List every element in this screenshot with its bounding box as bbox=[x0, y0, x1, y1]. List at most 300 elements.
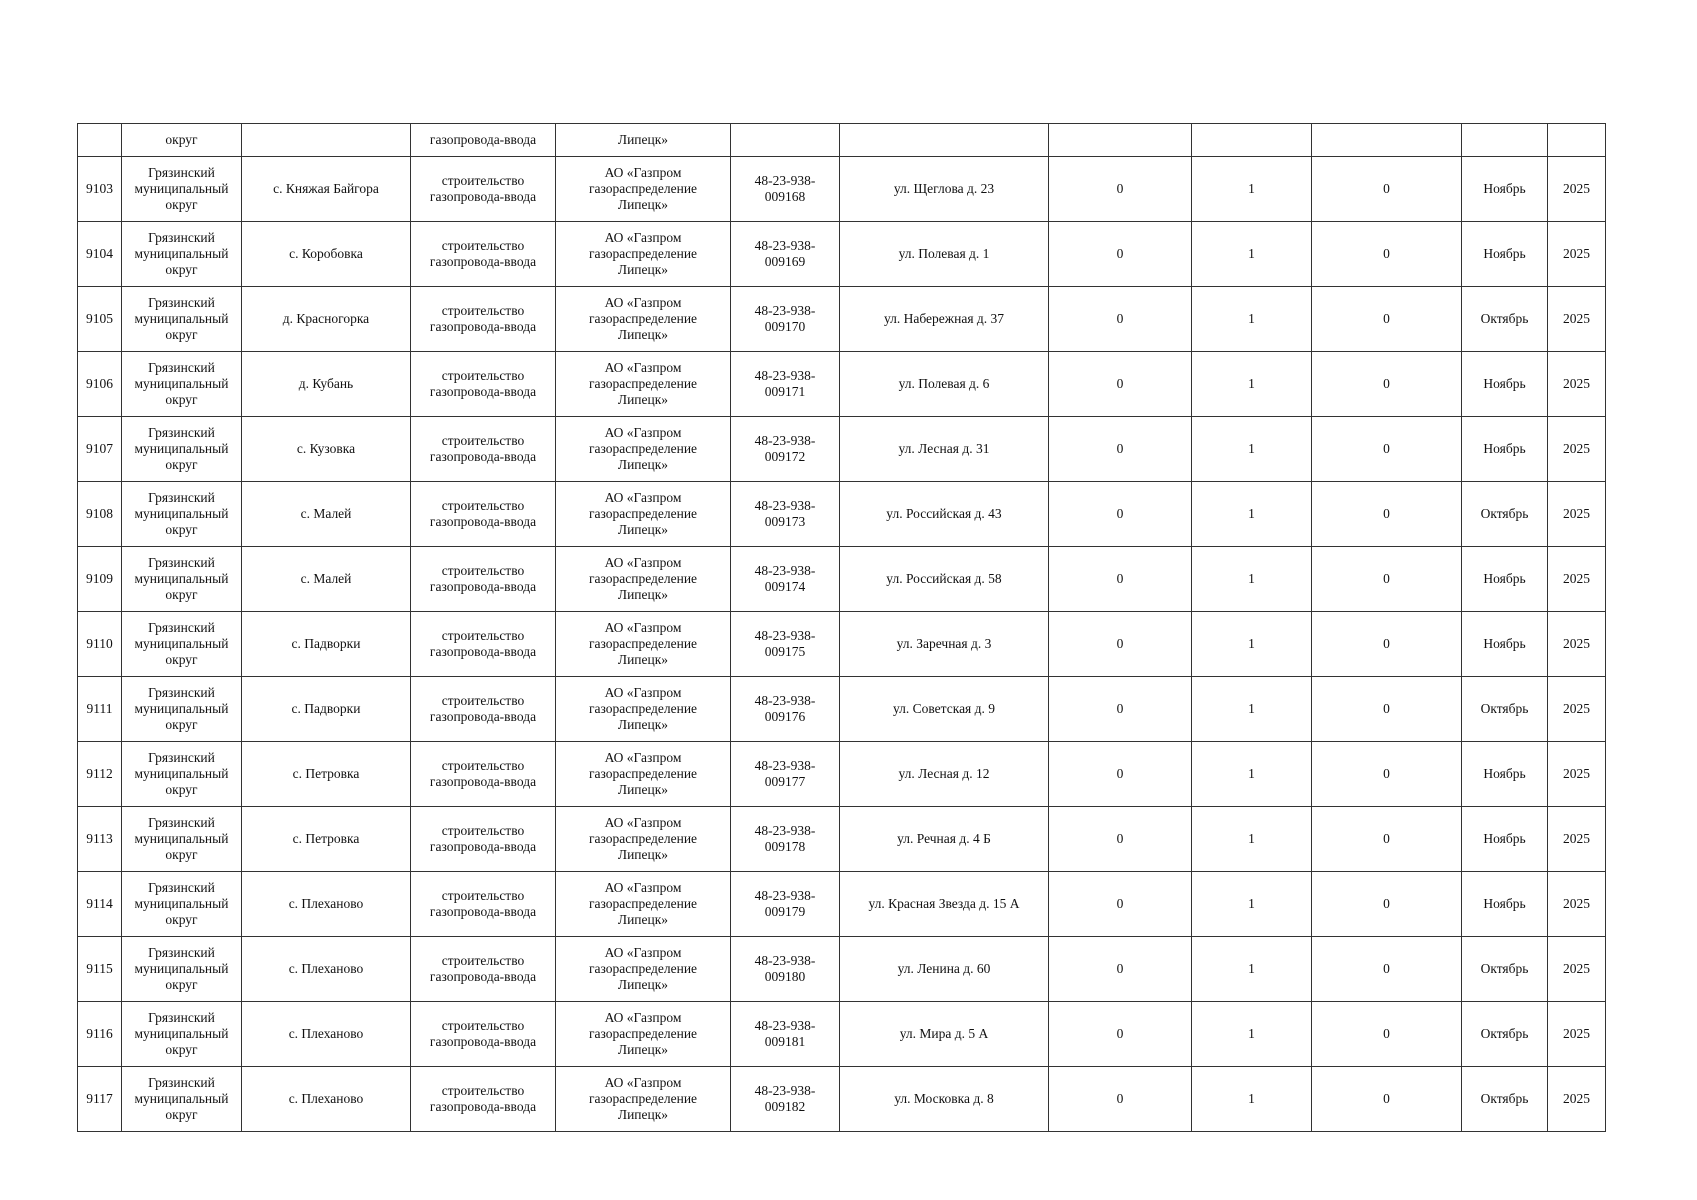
cell-work-line: газопровода-ввода bbox=[429, 579, 537, 594]
cell-code-line: 48-23-938- bbox=[754, 953, 816, 968]
cell-code-line: 009168 bbox=[764, 189, 806, 204]
cell-district-line: Грязинский bbox=[148, 880, 215, 895]
cell-district bbox=[122, 807, 242, 872]
cell-address: ул. Заречная д. 3 bbox=[840, 612, 1049, 677]
cell-work-line: газопровода-ввода bbox=[429, 1099, 537, 1114]
cell-organization-line: АО «Газпром bbox=[604, 945, 682, 960]
cell-settlement: с. Падворки bbox=[242, 677, 411, 742]
cell-v1: 0 bbox=[1049, 872, 1192, 937]
cell-district-line: Грязинский bbox=[148, 165, 215, 180]
cell-v3: 0 bbox=[1312, 222, 1462, 287]
cell-num: 9105 bbox=[78, 287, 122, 352]
cell-organization-line: газораспределение bbox=[588, 376, 698, 391]
cell-v1: 0 bbox=[1049, 1067, 1192, 1132]
table-row bbox=[78, 417, 1606, 482]
cell-month: Ноябрь bbox=[1462, 807, 1548, 872]
cell-district-line: Грязинский bbox=[148, 1075, 215, 1090]
cell-v3: 0 bbox=[1312, 677, 1462, 742]
cell-district-line: муниципальный bbox=[134, 1026, 229, 1041]
cell-district-line: округ bbox=[165, 522, 198, 537]
cell-work-line: газопровода-ввода bbox=[429, 319, 537, 334]
table-row bbox=[78, 287, 1606, 352]
cell-num: 9116 bbox=[78, 1002, 122, 1067]
cell-organization-line: Липецк» bbox=[617, 652, 669, 667]
table-row bbox=[78, 547, 1606, 612]
cell-district-line: округ bbox=[165, 717, 198, 732]
table-row bbox=[78, 1002, 1606, 1067]
cell-district-line: муниципальный bbox=[134, 701, 229, 716]
cell-v2: 1 bbox=[1192, 677, 1312, 742]
cell-organization-line: АО «Газпром bbox=[604, 360, 682, 375]
cell-district bbox=[122, 937, 242, 1002]
cell-month: Ноябрь bbox=[1462, 417, 1548, 482]
cell-organization bbox=[556, 1067, 731, 1132]
cell-district-line: Грязинский bbox=[148, 945, 215, 960]
cell-code bbox=[731, 124, 840, 157]
cell-settlement: с. Плеханово bbox=[242, 1067, 411, 1132]
cell-district-line: округ bbox=[165, 782, 198, 797]
cell-address: ул. Московка д. 8 bbox=[840, 1067, 1049, 1132]
cell-organization-line: Липецк» bbox=[617, 197, 669, 212]
cell-district bbox=[122, 287, 242, 352]
cell-organization-line: газораспределение bbox=[588, 1026, 698, 1041]
cell-num: 9103 bbox=[78, 157, 122, 222]
cell-district-line: муниципальный bbox=[134, 441, 229, 456]
cell-v3: 0 bbox=[1312, 1067, 1462, 1132]
cell-code bbox=[731, 807, 840, 872]
cell-address: ул. Красная Звезда д. 15 А bbox=[840, 872, 1049, 937]
cell-address: ул. Российская д. 43 bbox=[840, 482, 1049, 547]
cell-num: 9114 bbox=[78, 872, 122, 937]
cell-organization bbox=[556, 1002, 731, 1067]
cell-settlement: с. Плеханово bbox=[242, 872, 411, 937]
cell-code-line: 009169 bbox=[764, 254, 806, 269]
cell-district-line: округ bbox=[165, 1107, 198, 1122]
cell-district-line: муниципальный bbox=[134, 766, 229, 781]
cell-code bbox=[731, 157, 840, 222]
cell-district-line: муниципальный bbox=[134, 506, 229, 521]
cell-work bbox=[411, 417, 556, 482]
cell-num: 9113 bbox=[78, 807, 122, 872]
table-row bbox=[78, 742, 1606, 807]
cell-settlement: д. Красногорка bbox=[242, 287, 411, 352]
cell-work-line: газопровода-ввода bbox=[429, 644, 537, 659]
cell-year: 2025 bbox=[1548, 547, 1606, 612]
cell-work-line: газопровода-ввода bbox=[429, 189, 537, 204]
cell-month: Октябрь bbox=[1462, 937, 1548, 1002]
cell-year: 2025 bbox=[1548, 157, 1606, 222]
cell-district-line: округ bbox=[165, 457, 198, 472]
cell-v3: 0 bbox=[1312, 287, 1462, 352]
cell-address: ул. Лесная д. 31 bbox=[840, 417, 1049, 482]
cell-code bbox=[731, 612, 840, 677]
cell-address: ул. Лесная д. 12 bbox=[840, 742, 1049, 807]
cell-district-line: округ bbox=[165, 587, 198, 602]
cell-code-line: 009175 bbox=[764, 644, 806, 659]
cell-code bbox=[731, 287, 840, 352]
cell-code-line: 48-23-938- bbox=[754, 823, 816, 838]
cell-code-line: 009181 bbox=[764, 1034, 806, 1049]
cell-organization-line: газораспределение bbox=[588, 766, 698, 781]
cell-address: ул. Советская д. 9 bbox=[840, 677, 1049, 742]
cell-organization bbox=[556, 417, 731, 482]
cell-district-line: муниципальный bbox=[134, 831, 229, 846]
cell-district-line: Грязинский bbox=[148, 230, 215, 245]
cell-district-line: муниципальный bbox=[134, 571, 229, 586]
cell-district-line: муниципальный bbox=[134, 636, 229, 651]
cell-work-line: строительство bbox=[441, 628, 525, 643]
table-row bbox=[78, 612, 1606, 677]
cell-settlement: с. Малей bbox=[242, 547, 411, 612]
gasification-register-table bbox=[77, 123, 1606, 1132]
cell-organization bbox=[556, 937, 731, 1002]
cell-address: ул. Российская д. 58 bbox=[840, 547, 1049, 612]
cell-num: 9108 bbox=[78, 482, 122, 547]
cell-address: ул. Полевая д. 6 bbox=[840, 352, 1049, 417]
cell-code bbox=[731, 937, 840, 1002]
cell-organization-line: АО «Газпром bbox=[604, 230, 682, 245]
cell-organization-line: газораспределение bbox=[588, 701, 698, 716]
cell-month: Октябрь bbox=[1462, 482, 1548, 547]
cell-settlement: с. Падворки bbox=[242, 612, 411, 677]
cell-settlement: с. Плеханово bbox=[242, 937, 411, 1002]
cell-organization bbox=[556, 872, 731, 937]
cell-month: Ноябрь bbox=[1462, 222, 1548, 287]
cell-code-line: 48-23-938- bbox=[754, 758, 816, 773]
cell-v2: 1 bbox=[1192, 807, 1312, 872]
cell-code-line: 48-23-938- bbox=[754, 628, 816, 643]
cell-organization bbox=[556, 222, 731, 287]
cell-district-line: округ bbox=[165, 1042, 198, 1057]
cell-num: 9112 bbox=[78, 742, 122, 807]
cell-district-line: Грязинский bbox=[148, 490, 215, 505]
cell-v1: 0 bbox=[1049, 547, 1192, 612]
cell-organization-line: Липецк» bbox=[617, 587, 669, 602]
cell-district-line: муниципальный bbox=[134, 961, 229, 976]
cell-organization bbox=[556, 287, 731, 352]
cell-code-line: 009172 bbox=[764, 449, 806, 464]
cell-year bbox=[1548, 124, 1606, 157]
cell-district bbox=[122, 1002, 242, 1067]
cell-address: ул. Ленина д. 60 bbox=[840, 937, 1049, 1002]
cell-v2: 1 bbox=[1192, 1002, 1312, 1067]
cell-district bbox=[122, 157, 242, 222]
cell-organization-line: Липецк» bbox=[617, 912, 669, 927]
table-row bbox=[78, 157, 1606, 222]
cell-settlement: с. Княжая Байгора bbox=[242, 157, 411, 222]
cell-month: Ноябрь bbox=[1462, 872, 1548, 937]
cell-district bbox=[122, 547, 242, 612]
cell-year: 2025 bbox=[1548, 417, 1606, 482]
cell-code-line: 48-23-938- bbox=[754, 238, 816, 253]
cell-district-line: округ bbox=[165, 392, 198, 407]
cell-organization-line: газораспределение bbox=[588, 961, 698, 976]
cell-code bbox=[731, 1002, 840, 1067]
cell-year: 2025 bbox=[1548, 937, 1606, 1002]
cell-organization-line: газораспределение bbox=[588, 506, 698, 521]
cell-district bbox=[122, 1067, 242, 1132]
cell-work-line: строительство bbox=[441, 368, 525, 383]
cell-work-line: газопровода-ввода bbox=[429, 904, 537, 919]
cell-district-line: Грязинский bbox=[148, 360, 215, 375]
cell-v3: 0 bbox=[1312, 547, 1462, 612]
cell-work: газопровода-ввода bbox=[411, 124, 556, 157]
cell-code-line: 009182 bbox=[764, 1099, 806, 1114]
cell-v2: 1 bbox=[1192, 482, 1312, 547]
cell-organization-line: АО «Газпром bbox=[604, 750, 682, 765]
cell-code bbox=[731, 417, 840, 482]
cell-organization bbox=[556, 807, 731, 872]
cell-work bbox=[411, 937, 556, 1002]
cell-work-line: газопровода-ввода bbox=[429, 384, 537, 399]
cell-address: ул. Щеглова д. 23 bbox=[840, 157, 1049, 222]
cell-v3: 0 bbox=[1312, 417, 1462, 482]
cell-code-line: 48-23-938- bbox=[754, 563, 816, 578]
cell-settlement: с. Петровка bbox=[242, 742, 411, 807]
cell-organization-line: АО «Газпром bbox=[604, 685, 682, 700]
cell-v2: 1 bbox=[1192, 872, 1312, 937]
cell-v3: 0 bbox=[1312, 742, 1462, 807]
cell-organization-line: газораспределение bbox=[588, 246, 698, 261]
cell-year: 2025 bbox=[1548, 677, 1606, 742]
cell-organization bbox=[556, 157, 731, 222]
cell-district bbox=[122, 742, 242, 807]
cell-district-line: Грязинский bbox=[148, 750, 215, 765]
cell-organization-line: АО «Газпром bbox=[604, 425, 682, 440]
cell-settlement: с. Плеханово bbox=[242, 1002, 411, 1067]
cell-v3: 0 bbox=[1312, 872, 1462, 937]
cell-code-line: 009173 bbox=[764, 514, 806, 529]
cell-district-line: округ bbox=[165, 847, 198, 862]
cell-organization-line: АО «Газпром bbox=[604, 815, 682, 830]
cell-code-line: 48-23-938- bbox=[754, 693, 816, 708]
cell-work bbox=[411, 352, 556, 417]
cell-code-line: 009171 bbox=[764, 384, 806, 399]
cell-district bbox=[122, 352, 242, 417]
cell-organization-line: АО «Газпром bbox=[604, 880, 682, 895]
cell-organization bbox=[556, 352, 731, 417]
cell-organization-line: Липецк» bbox=[617, 262, 669, 277]
cell-organization-line: АО «Газпром bbox=[604, 1075, 682, 1090]
cell-organization-line: газораспределение bbox=[588, 571, 698, 586]
cell-work-line: газопровода-ввода bbox=[429, 709, 537, 724]
cell-address: ул. Мира д. 5 А bbox=[840, 1002, 1049, 1067]
cell-code-line: 009180 bbox=[764, 969, 806, 984]
cell-v1: 0 bbox=[1049, 157, 1192, 222]
cell-code-line: 48-23-938- bbox=[754, 498, 816, 513]
cell-v2 bbox=[1192, 124, 1312, 157]
cell-work bbox=[411, 1067, 556, 1132]
cell-district-line: Грязинский bbox=[148, 555, 215, 570]
cell-code-line: 48-23-938- bbox=[754, 1018, 816, 1033]
cell-v2: 1 bbox=[1192, 547, 1312, 612]
cell-code-line: 009177 bbox=[764, 774, 806, 789]
cell-num: 9106 bbox=[78, 352, 122, 417]
cell-num bbox=[78, 124, 122, 157]
cell-year: 2025 bbox=[1548, 482, 1606, 547]
cell-v1: 0 bbox=[1049, 677, 1192, 742]
cell-organization-line: Липецк» bbox=[617, 977, 669, 992]
cell-organization-line: газораспределение bbox=[588, 311, 698, 326]
cell-v1: 0 bbox=[1049, 482, 1192, 547]
cell-month: Ноябрь bbox=[1462, 157, 1548, 222]
cell-organization-line: Липецк» bbox=[617, 457, 669, 472]
cell-code-line: 48-23-938- bbox=[754, 888, 816, 903]
cell-organization-line: Липецк» bbox=[617, 847, 669, 862]
cell-district bbox=[122, 612, 242, 677]
cell-year: 2025 bbox=[1548, 352, 1606, 417]
cell-district-line: муниципальный bbox=[134, 1091, 229, 1106]
cell-v1: 0 bbox=[1049, 742, 1192, 807]
cell-district-line: Грязинский bbox=[148, 1010, 215, 1025]
continuation-row bbox=[78, 124, 1606, 157]
cell-organization-line: АО «Газпром bbox=[604, 295, 682, 310]
cell-v2: 1 bbox=[1192, 937, 1312, 1002]
cell-code-line: 48-23-938- bbox=[754, 1083, 816, 1098]
cell-district-line: округ bbox=[165, 197, 198, 212]
cell-work bbox=[411, 1002, 556, 1067]
cell-work-line: газопровода-ввода bbox=[429, 449, 537, 464]
cell-v3 bbox=[1312, 124, 1462, 157]
cell-district-line: муниципальный bbox=[134, 181, 229, 196]
cell-v1: 0 bbox=[1049, 222, 1192, 287]
cell-v3: 0 bbox=[1312, 157, 1462, 222]
cell-work bbox=[411, 482, 556, 547]
cell-code-line: 48-23-938- bbox=[754, 173, 816, 188]
table-body bbox=[78, 124, 1606, 1132]
cell-year: 2025 bbox=[1548, 742, 1606, 807]
cell-code-line: 48-23-938- bbox=[754, 433, 816, 448]
cell-work bbox=[411, 287, 556, 352]
cell-code bbox=[731, 547, 840, 612]
cell-num: 9109 bbox=[78, 547, 122, 612]
cell-district-line: Грязинский bbox=[148, 295, 215, 310]
cell-num: 9104 bbox=[78, 222, 122, 287]
cell-district-line: округ bbox=[165, 262, 198, 277]
cell-code bbox=[731, 1067, 840, 1132]
cell-v1 bbox=[1049, 124, 1192, 157]
cell-address bbox=[840, 124, 1049, 157]
cell-code bbox=[731, 482, 840, 547]
cell-settlement: с. Коробовка bbox=[242, 222, 411, 287]
cell-organization-line: Липецк» bbox=[617, 717, 669, 732]
cell-organization-line: АО «Газпром bbox=[604, 165, 682, 180]
cell-organization-line: Липецк» bbox=[617, 522, 669, 537]
cell-month: Октябрь bbox=[1462, 677, 1548, 742]
table-row bbox=[78, 807, 1606, 872]
cell-district bbox=[122, 872, 242, 937]
cell-v3: 0 bbox=[1312, 612, 1462, 677]
cell-district-line: муниципальный bbox=[134, 376, 229, 391]
cell-v3: 0 bbox=[1312, 482, 1462, 547]
cell-v2: 1 bbox=[1192, 612, 1312, 677]
table-row bbox=[78, 222, 1606, 287]
cell-work-line: строительство bbox=[441, 173, 525, 188]
cell-month: Ноябрь bbox=[1462, 352, 1548, 417]
cell-settlement bbox=[242, 124, 411, 157]
cell-work-line: газопровода-ввода bbox=[429, 774, 537, 789]
cell-district bbox=[122, 417, 242, 482]
cell-district-line: муниципальный bbox=[134, 896, 229, 911]
cell-code-line: 009179 bbox=[764, 904, 806, 919]
cell-year: 2025 bbox=[1548, 807, 1606, 872]
cell-v1: 0 bbox=[1049, 352, 1192, 417]
cell-district bbox=[122, 222, 242, 287]
cell-v2: 1 bbox=[1192, 742, 1312, 807]
cell-v2: 1 bbox=[1192, 157, 1312, 222]
cell-work-line: газопровода-ввода bbox=[429, 969, 537, 984]
cell-work-line: газопровода-ввода bbox=[429, 254, 537, 269]
cell-v1: 0 bbox=[1049, 807, 1192, 872]
cell-settlement: с. Кузовка bbox=[242, 417, 411, 482]
cell-organization-line: АО «Газпром bbox=[604, 555, 682, 570]
cell-code bbox=[731, 352, 840, 417]
table-row bbox=[78, 677, 1606, 742]
cell-organization-line: газораспределение bbox=[588, 831, 698, 846]
cell-work bbox=[411, 677, 556, 742]
cell-num: 9117 bbox=[78, 1067, 122, 1132]
cell-v1: 0 bbox=[1049, 937, 1192, 1002]
cell-organization bbox=[556, 547, 731, 612]
cell-work-line: строительство bbox=[441, 303, 525, 318]
table-row bbox=[78, 872, 1606, 937]
cell-district-line: Грязинский bbox=[148, 815, 215, 830]
cell-v2: 1 bbox=[1192, 1067, 1312, 1132]
cell-organization-line: газораспределение bbox=[588, 896, 698, 911]
cell-district-line: округ bbox=[165, 977, 198, 992]
cell-month: Октябрь bbox=[1462, 1002, 1548, 1067]
cell-month: Ноябрь bbox=[1462, 742, 1548, 807]
cell-organization-line: газораспределение bbox=[588, 441, 698, 456]
cell-month bbox=[1462, 124, 1548, 157]
cell-code-line: 009178 bbox=[764, 839, 806, 854]
cell-district-line: Грязинский bbox=[148, 685, 215, 700]
cell-code bbox=[731, 872, 840, 937]
table-row bbox=[78, 1067, 1606, 1132]
cell-v1: 0 bbox=[1049, 287, 1192, 352]
cell-organization-line: газораспределение bbox=[588, 181, 698, 196]
cell-organization-line: Липецк» bbox=[617, 782, 669, 797]
cell-work bbox=[411, 807, 556, 872]
cell-work-line: строительство bbox=[441, 758, 525, 773]
cell-organization-line: АО «Газпром bbox=[604, 1010, 682, 1025]
cell-v1: 0 bbox=[1049, 417, 1192, 482]
cell-work bbox=[411, 742, 556, 807]
cell-district-line: округ bbox=[165, 912, 198, 927]
cell-address: ул. Полевая д. 1 bbox=[840, 222, 1049, 287]
cell-num: 9107 bbox=[78, 417, 122, 482]
cell-year: 2025 bbox=[1548, 1002, 1606, 1067]
cell-work-line: строительство bbox=[441, 888, 525, 903]
cell-work-line: строительство bbox=[441, 1018, 525, 1033]
cell-organization-line: Липецк» bbox=[617, 1107, 669, 1122]
cell-organization-line: Липецк» bbox=[617, 392, 669, 407]
cell-month: Октябрь bbox=[1462, 287, 1548, 352]
cell-work bbox=[411, 872, 556, 937]
cell-organization bbox=[556, 677, 731, 742]
cell-month: Октябрь bbox=[1462, 1067, 1548, 1132]
cell-v2: 1 bbox=[1192, 417, 1312, 482]
cell-organization bbox=[556, 742, 731, 807]
cell-district-line: Грязинский bbox=[148, 620, 215, 635]
cell-v2: 1 bbox=[1192, 222, 1312, 287]
cell-organization-line: Липецк» bbox=[617, 327, 669, 342]
cell-organization bbox=[556, 612, 731, 677]
cell-organization-line: АО «Газпром bbox=[604, 620, 682, 635]
cell-year: 2025 bbox=[1548, 287, 1606, 352]
cell-organization bbox=[556, 482, 731, 547]
cell-v3: 0 bbox=[1312, 937, 1462, 1002]
